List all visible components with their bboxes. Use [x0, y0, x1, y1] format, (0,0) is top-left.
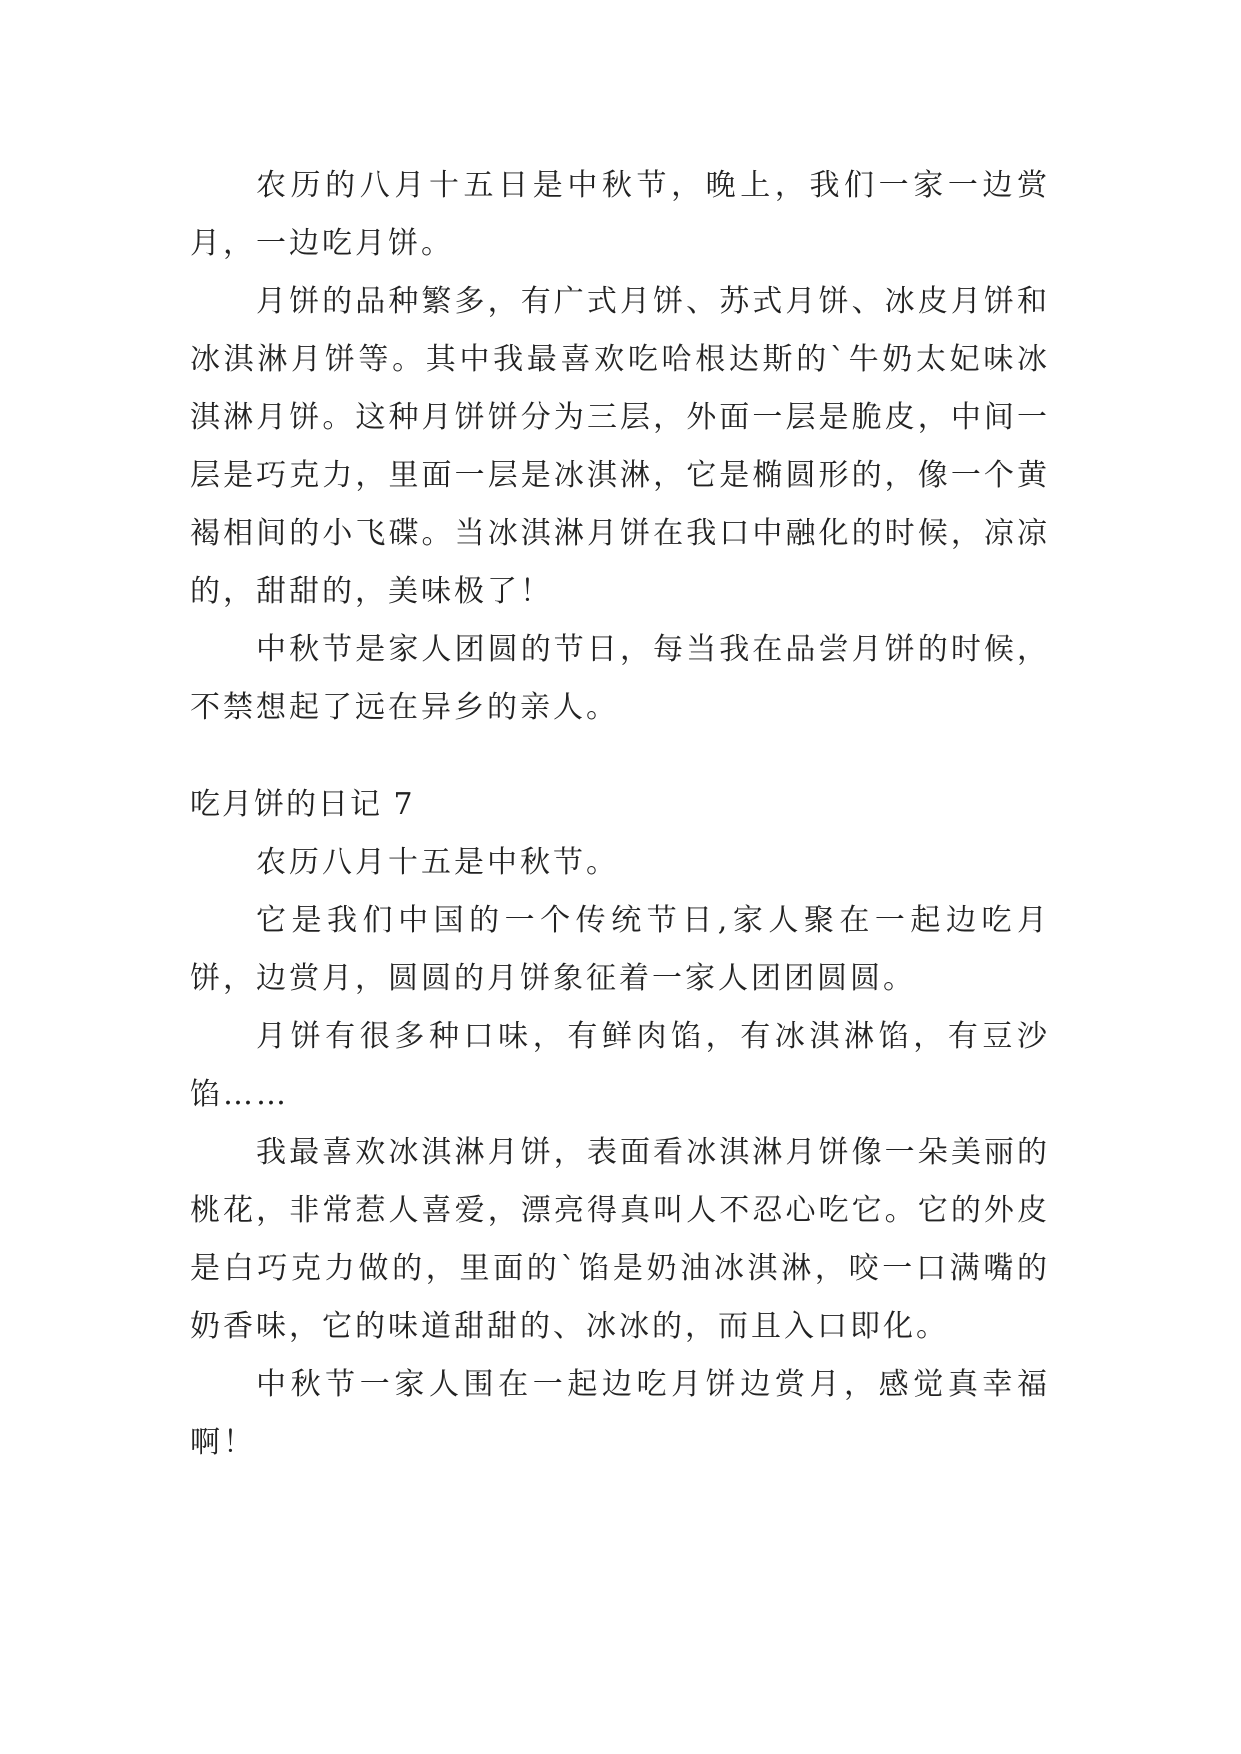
paragraph: 我最喜欢冰淇淋月饼，表面看冰淇淋月饼像一朵美丽的桃花，非常惹人喜爱，漂亮得真叫人不忍心吃它。它的外皮是白巧克力做的，里面的`馅是奶油冰淇淋，咬一口满嘴的奶香味，它的味道甜甜的、冰冰的，而且入口即化。	[190, 1135, 1050, 1344]
paragraph: 中秋节一家人围在一起边吃月饼边赏月，感觉真幸福啊！	[190, 1367, 1050, 1460]
paragraph: 农历的八月十五日是中秋节，晚上，我们一家一边赏月，一边吃月饼。	[190, 168, 1050, 261]
diary-entry-previous	[190, 157, 1050, 737]
paragraph: 农历八月十五是中秋节。	[256, 845, 619, 880]
paragraph: 中秋节是家人团圆的节日，每当我在品尝月饼的时候，不禁想起了远在异乡的亲人。	[190, 632, 1050, 725]
paragraph: 月饼有很多种口味，有鲜肉馅，有冰淇淋馅，有豆沙馅……	[190, 1019, 1050, 1112]
diary-entry-7	[190, 776, 1050, 1472]
paragraph: 月饼的品种繁多，有广式月饼、苏式月饼、冰皮月饼和冰淇淋月饼等。其中我最喜欢吃哈根达斯的`牛奶太妃味冰淇淋月饼。这种月饼饼分为三层，外面一层是脆皮，中间一层是巧克力，里面一层是冰淇淋，它是椭圆形的，像一个黄褐相间的小飞碟。当冰淇淋月饼在我口中融化的时候，凉凉的，甜甜的，美味极了！	[190, 284, 1050, 609]
entry-title: 吃月饼的日记 7	[190, 787, 415, 822]
paragraph: 它是我们中国的一个传统节日,家人聚在一起边吃月饼，边赏月，圆圆的月饼象征着一家人团团圆圆。	[190, 903, 1050, 996]
